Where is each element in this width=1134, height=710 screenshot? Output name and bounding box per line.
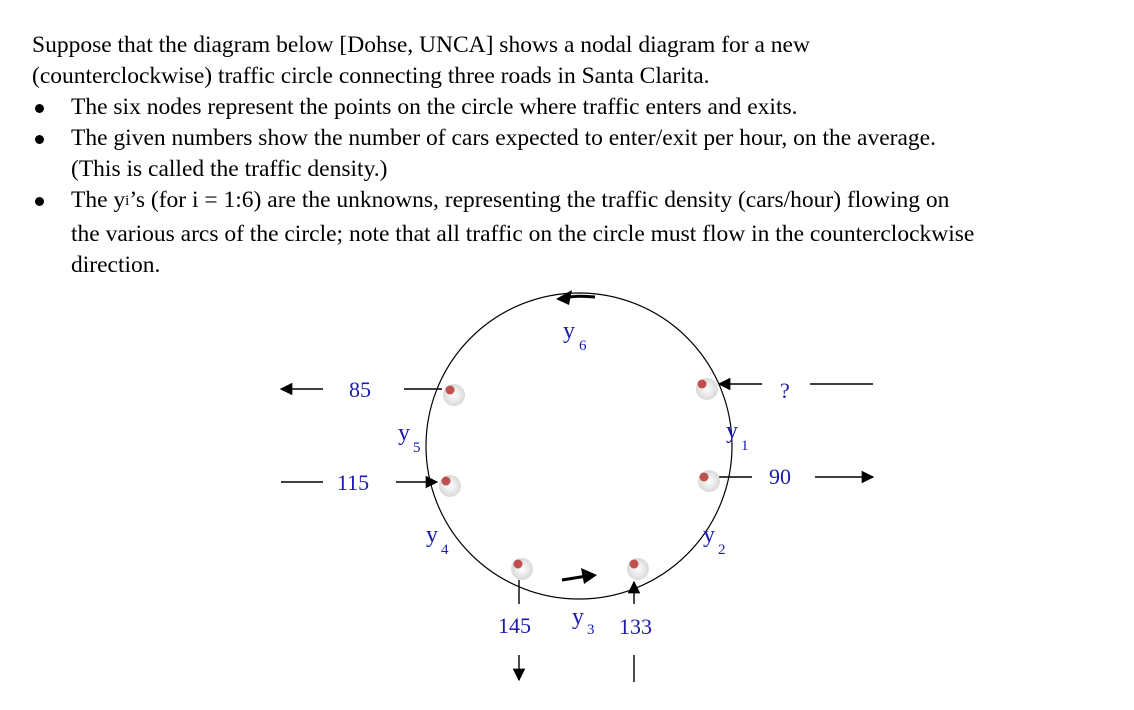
svg-text:y: y bbox=[426, 522, 438, 548]
node-bottom-right bbox=[627, 558, 649, 580]
intro-line-2: (counterclockwise) traffic circle connecting three roads in Santa Clarita. bbox=[32, 63, 710, 89]
arc-label-y1 bbox=[726, 418, 749, 454]
flow-label-85: 85 bbox=[349, 377, 371, 402]
flow-label-unknown: ? bbox=[780, 378, 790, 403]
bullet-dot-icon bbox=[35, 135, 44, 144]
bullet-list bbox=[32, 92, 1112, 281]
bullet-1-text: The six nodes represent the points on the circle where traffic enters and exits. bbox=[71, 94, 798, 120]
top-arrowhead-icon bbox=[556, 290, 572, 305]
node-left bbox=[439, 475, 461, 497]
svg-text:y: y bbox=[398, 420, 410, 446]
bullet-item-numbers bbox=[32, 123, 1112, 185]
bullet-dot-icon bbox=[35, 197, 44, 206]
svg-text:5: 5 bbox=[413, 440, 421, 456]
flow-label-145: 145 bbox=[498, 613, 531, 638]
bullet-3-line-1-rest: ’s (for i = 1:6) are the unknowns, representing the traffic density (cars/hour) flowing on bbox=[129, 187, 950, 213]
flow-label-115: 115 bbox=[337, 470, 370, 495]
svg-text:y: y bbox=[703, 522, 715, 548]
svg-text:y: y bbox=[726, 418, 738, 444]
node-top-left bbox=[443, 384, 465, 406]
bullet-3-line-2: the various arcs of the circle; note that all traffic on the circle must flow in the counterclockwise bbox=[71, 221, 975, 247]
bullet-item-nodes bbox=[32, 92, 1112, 123]
svg-text:y: y bbox=[572, 604, 584, 630]
arc-label-y5 bbox=[398, 420, 421, 456]
svg-text:y: y bbox=[563, 318, 575, 344]
svg-text:4: 4 bbox=[441, 542, 449, 558]
bullet-3-line-3: direction. bbox=[71, 252, 161, 278]
bullet-2-line-2: (This is called the traffic density.) bbox=[71, 156, 388, 182]
bullet-item-unknowns bbox=[32, 185, 1112, 281]
flow-label-90: 90 bbox=[769, 464, 791, 489]
node-top-right bbox=[696, 378, 718, 400]
intro-line-1: Suppose that the diagram below [Dohse, UNCA] shows a nodal diagram for a new bbox=[32, 32, 810, 58]
flow-label-133: 133 bbox=[619, 614, 652, 639]
arc-label-y6 bbox=[563, 318, 587, 354]
svg-text:3: 3 bbox=[587, 622, 595, 638]
bullet-dot-icon bbox=[35, 104, 44, 113]
node-right bbox=[698, 470, 720, 492]
arc-label-y4 bbox=[426, 522, 449, 558]
svg-text:1: 1 bbox=[741, 438, 749, 454]
node-bottom-left bbox=[511, 558, 533, 580]
intro-paragraph bbox=[32, 30, 1112, 92]
traffic-circle-diagram bbox=[0, 280, 1134, 710]
arc-label-y3 bbox=[572, 604, 595, 638]
svg-text:2: 2 bbox=[718, 542, 726, 558]
bullet-3-y: The y bbox=[71, 187, 126, 213]
arc-label-y2 bbox=[703, 522, 726, 558]
bottom-arrowhead-icon bbox=[581, 568, 597, 584]
bullet-2-line-1: The given numbers show the number of cars expected to enter/exit per hour, on the average. bbox=[71, 125, 936, 151]
bullet-3-subscript-i: i bbox=[125, 193, 130, 209]
svg-text:6: 6 bbox=[579, 338, 587, 354]
